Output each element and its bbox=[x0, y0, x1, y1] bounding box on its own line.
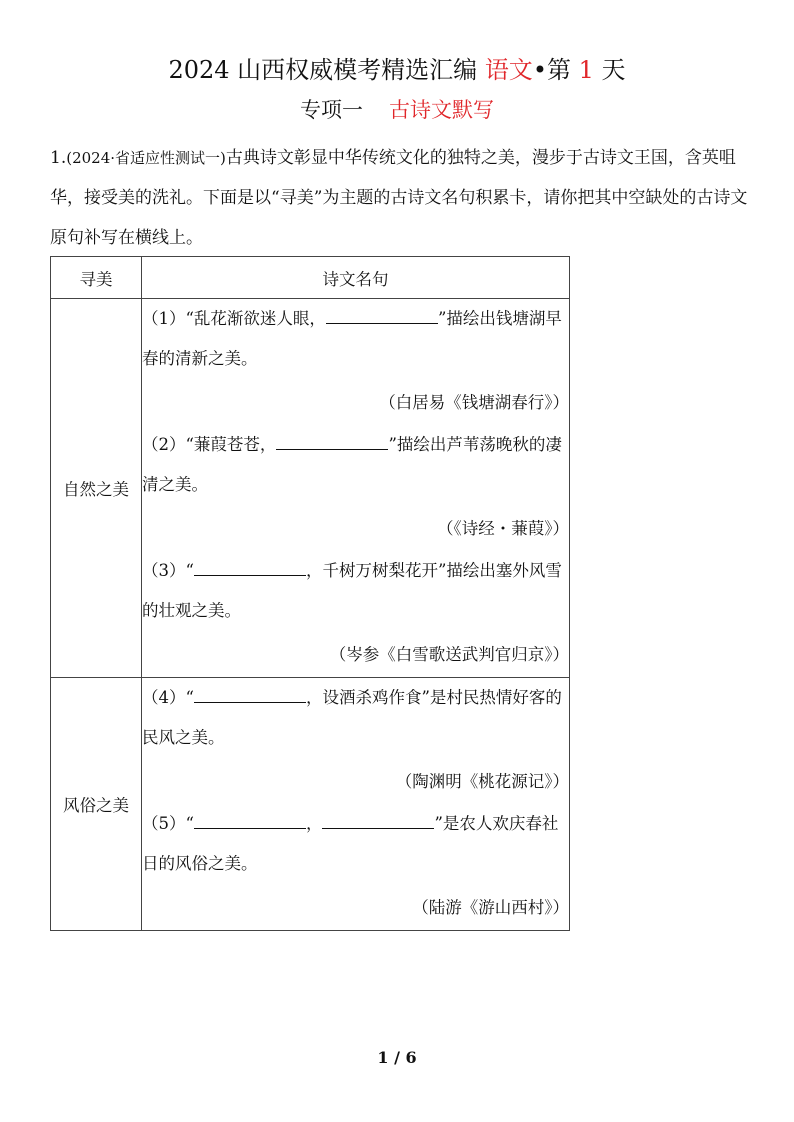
section-topic: 古诗文默写 bbox=[389, 98, 494, 122]
item-text-pre: （4）“ bbox=[142, 688, 194, 707]
item-source: （陆游《游山西村》） bbox=[412, 898, 569, 917]
item-text-post: ，设酒杀鸡作食”是村民热情好客的民风之美。 bbox=[142, 688, 562, 747]
title-subject: 语文 bbox=[484, 56, 533, 84]
answer-blank[interactable] bbox=[194, 559, 306, 576]
item-text-mid: ， bbox=[305, 814, 323, 833]
header-lines: 诗文名句 bbox=[142, 257, 570, 299]
section-label: 专项一 bbox=[300, 98, 363, 122]
answer-blank[interactable] bbox=[194, 812, 306, 829]
header-category: 寻美 bbox=[51, 257, 142, 299]
answer-blank[interactable] bbox=[326, 307, 438, 324]
document-title bbox=[0, 52, 794, 88]
list-item bbox=[142, 425, 569, 551]
poetry-card-table bbox=[50, 256, 570, 931]
item-source: （白居易《钱塘湖春行》） bbox=[379, 393, 569, 412]
title-day-number: 1 bbox=[578, 56, 594, 84]
section-heading bbox=[0, 94, 794, 126]
item-source: （岑参《白雪歌送武判官归京》） bbox=[329, 645, 569, 664]
item-source: （陶渊明《桃花源记》） bbox=[395, 772, 569, 791]
item-text-post: ”是农人欢庆春社日的风俗之美。 bbox=[142, 814, 559, 873]
page-number: 1 / 6 bbox=[377, 1048, 417, 1067]
item-text-post: ”描绘出钱塘湖早春的清新之美。 bbox=[142, 309, 562, 368]
item-text-post: ”描绘出芦苇荡晚秋的凄清之美。 bbox=[142, 435, 562, 494]
title-main: 2024 山西权威模考精选汇编 bbox=[168, 56, 485, 84]
question-stem bbox=[50, 138, 750, 258]
item-source: （《诗经・蒹葭》） bbox=[437, 519, 569, 538]
title-dot: •第 bbox=[532, 56, 579, 84]
answer-blank[interactable] bbox=[194, 686, 306, 703]
item-text-pre: （5）“ bbox=[142, 814, 194, 833]
title-end: 天 bbox=[593, 56, 626, 84]
item-text-pre: （1）“乱花渐欲迷人眼， bbox=[142, 309, 326, 328]
items-cell bbox=[142, 299, 570, 678]
list-item bbox=[142, 299, 569, 425]
item-text-pre: （3）“ bbox=[142, 561, 194, 580]
list-item bbox=[142, 678, 569, 804]
items-cell bbox=[142, 678, 570, 931]
table-header-row bbox=[51, 257, 570, 299]
item-text-post: ，千树万树梨花开”描绘出塞外风雪的壮观之美。 bbox=[142, 561, 562, 620]
item-text-pre: （2）“蒹葭苍苍， bbox=[142, 435, 277, 454]
category-cell: 风俗之美 bbox=[51, 678, 142, 931]
table-row bbox=[51, 299, 570, 678]
question-number: 1. bbox=[50, 148, 67, 168]
answer-blank[interactable] bbox=[276, 433, 388, 450]
list-item bbox=[142, 804, 569, 930]
answer-blank[interactable] bbox=[322, 812, 434, 829]
table-row bbox=[51, 678, 570, 931]
question-source: (2024·省适应性测试一) bbox=[66, 149, 226, 167]
list-item bbox=[142, 551, 569, 677]
category-cell: 自然之美 bbox=[51, 299, 142, 678]
question-prompt: 古典诗文彰显中华传统文化的独特之美，漫步于古诗文王国，含英咀华，接受美的洗礼。下面是以“寻美”为主题的古诗文名句积累卡，请你把其中空缺处的古诗文原句补写在横线上。 bbox=[50, 148, 748, 248]
